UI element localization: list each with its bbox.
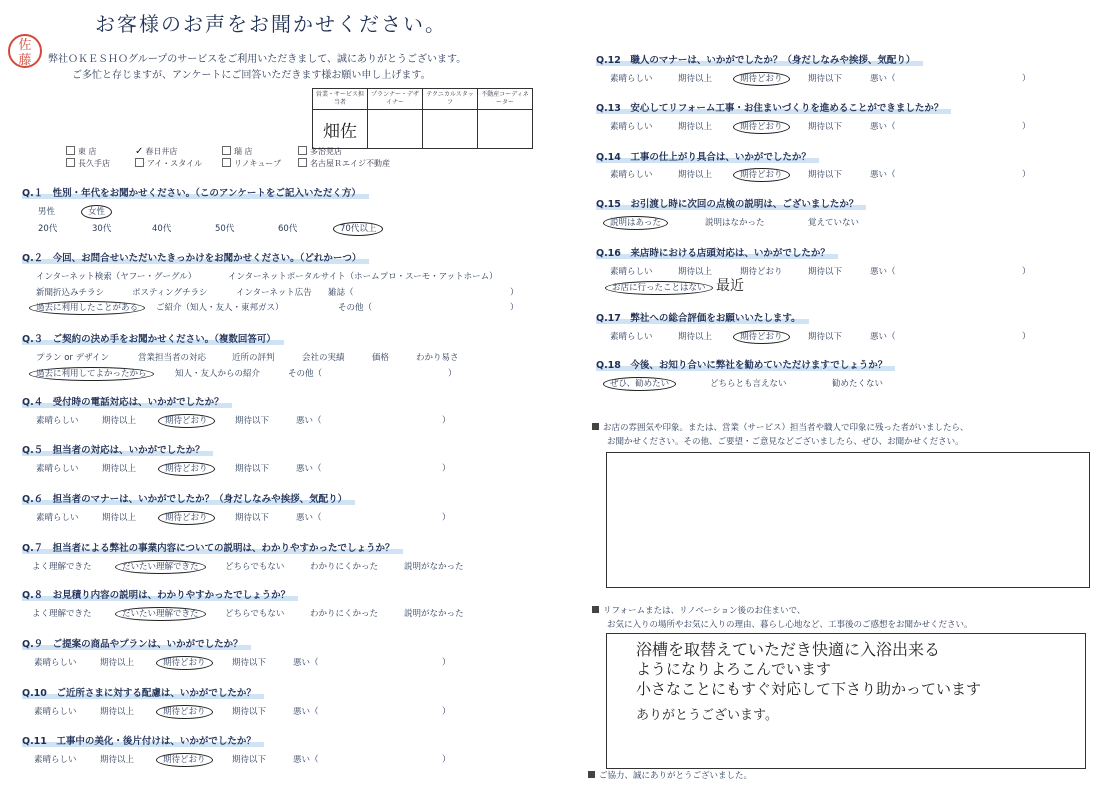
q1-age-20[interactable]: 20代 xyxy=(38,224,58,234)
q3-title: Q.３ ご契約の決め手をお聞かせください。（複数回答可） xyxy=(22,331,284,345)
staff-header-realestate: 不動産コーディネーター xyxy=(478,89,533,110)
store-renocube[interactable]: リノキューブ xyxy=(222,158,281,169)
q16-excellent[interactable]: 素晴らしい xyxy=(610,267,653,277)
q11-above[interactable]: 期待以上 xyxy=(100,755,135,765)
store-mizuho[interactable]: 瑞 店 xyxy=(222,146,253,157)
q15-dont-remember[interactable]: 覚えていない xyxy=(808,218,860,228)
q16-title: Q.16 来店時における店頭対応は、いかがでしたか？ xyxy=(596,245,838,259)
q18-neither[interactable]: どちらとも言えない xyxy=(710,379,787,389)
q11-below[interactable]: 期待以下 xyxy=(232,755,267,765)
comment2-heading-line2: お気に入りの場所やお気に入りの理由、暮らし心地など、工事後のご感想をお聞かせください。 xyxy=(607,620,973,630)
comment1-textarea[interactable] xyxy=(606,452,1090,588)
q10-excellent[interactable]: 素晴らしい xyxy=(34,707,77,717)
q13-bad-close: ） xyxy=(1022,122,1031,132)
q7-neither[interactable]: どちらでもない xyxy=(225,562,285,572)
q12-excellent[interactable]: 素晴らしい xyxy=(610,74,653,84)
q17-title: Q.17 弊社への総合評価をお願いいたします。 xyxy=(596,310,809,324)
checkbox-icon xyxy=(222,146,231,155)
q13-title: Q.13 安心してリフォーム工事・お住まいづくりを進めることができましたか？ xyxy=(596,100,951,114)
q10-below[interactable]: 期待以下 xyxy=(232,707,267,717)
staff-value-sales[interactable]: 畑佐 xyxy=(313,110,368,149)
name-seal-stamp: 佐 藤 xyxy=(8,34,42,68)
q3-other-close: ） xyxy=(448,369,457,379)
q14-below[interactable]: 期待以下 xyxy=(808,170,843,180)
q2-magazine-close: ） xyxy=(510,288,519,298)
q13-bad[interactable]: 悪い（ xyxy=(870,122,896,132)
q17-bad-close: ） xyxy=(1022,332,1031,342)
staff-header-planner: プランナー・デザイナー xyxy=(368,89,423,110)
q13-excellent[interactable]: 素晴らしい xyxy=(610,122,653,132)
checkmark-icon: ✓ xyxy=(135,146,144,157)
q12-below[interactable]: 期待以下 xyxy=(808,74,843,84)
q3-reputation[interactable]: 近所の評判 xyxy=(232,353,275,363)
q14-excellent[interactable]: 素晴らしい xyxy=(610,170,653,180)
q5-title: Q.５ 担当者の対応は、いかがでしたか？ xyxy=(22,442,213,456)
q3-used-before-good[interactable]: 過去に利用してよかったから xyxy=(36,367,147,379)
q9-excellent[interactable]: 素晴らしい xyxy=(34,658,77,668)
q4-as-expected[interactable]: 期待どおり xyxy=(165,414,208,426)
q10-above[interactable]: 期待以上 xyxy=(100,707,135,717)
q16-below[interactable]: 期待以下 xyxy=(808,267,843,277)
q2-internet-ad[interactable]: インターネット広告 xyxy=(236,288,312,298)
q1-female[interactable]: 女性 xyxy=(88,205,105,217)
q3-clarity[interactable]: わかり易さ xyxy=(416,353,459,363)
q14-title: Q.14 工事の仕上がり具合は、いかがでしたか？ xyxy=(596,149,819,163)
q11-excellent[interactable]: 素晴らしい xyxy=(34,755,77,765)
q8-no-explanation[interactable]: 説明がなかった xyxy=(404,609,464,619)
q14-bad-close: ） xyxy=(1022,170,1031,180)
checkbox-icon xyxy=(222,158,231,167)
q18-recommend[interactable]: ぜひ、勧めたい xyxy=(610,377,669,389)
q16-handwritten-note: 最近 xyxy=(716,278,744,294)
q4-bad[interactable]: 悪い（ xyxy=(296,416,322,426)
q5-as-expected[interactable]: 期待どおり xyxy=(165,462,208,474)
q14-as-expected[interactable]: 期待どおり xyxy=(740,168,783,180)
q5-excellent[interactable]: 素晴らしい xyxy=(36,464,79,474)
q13-below[interactable]: 期待以下 xyxy=(808,122,843,132)
checkbox-icon xyxy=(66,146,75,155)
page-title: お客様のお声をお聞かせください。 xyxy=(95,12,447,36)
staff-header-sales: 営業・サービス担当者 xyxy=(313,89,368,110)
q16-never-visited[interactable]: お店に行ったことはない xyxy=(612,281,706,293)
q9-as-expected[interactable]: 期待どおり xyxy=(163,656,206,668)
q12-bad-close: ） xyxy=(1022,74,1031,84)
q16-bad-close: ） xyxy=(1022,267,1031,277)
q7-mostly-understood[interactable]: だいたい理解できた xyxy=(122,560,199,572)
q11-as-expected[interactable]: 期待どおり xyxy=(163,753,206,765)
square-bullet-icon xyxy=(588,771,595,778)
intro-line-1: 弊社ＯＫＥＳＨＯグループのサービスをご利用いただきまして、誠にありがとうございます。 xyxy=(48,54,467,65)
thanks-footer: ご協力、誠にありがとうございました。 xyxy=(588,769,752,781)
store-east[interactable]: 東 店 xyxy=(66,146,97,157)
q10-title: Q.10 ご近所さまに対する配慮は、いかがでしたか？ xyxy=(22,685,264,699)
q6-above[interactable]: 期待以上 xyxy=(102,513,137,523)
q4-above[interactable]: 期待以上 xyxy=(102,416,137,426)
q16-bad[interactable]: 悪い（ xyxy=(870,267,896,277)
checkbox-icon xyxy=(135,158,144,167)
store-nagakute[interactable]: 長久手店 xyxy=(66,158,110,169)
staff-header-technical: テクニカルスタッフ xyxy=(423,89,478,110)
q17-bad[interactable]: 悪い（ xyxy=(870,332,896,342)
q15-not-explained[interactable]: 説明はなかった xyxy=(705,218,765,228)
q5-bad-close: ） xyxy=(442,464,451,474)
store-istyle[interactable]: アイ・スタイル xyxy=(135,158,202,169)
q8-understood-well[interactable]: よく理解できた xyxy=(32,609,92,619)
q12-above[interactable]: 期待以上 xyxy=(678,74,713,84)
q6-below[interactable]: 期待以下 xyxy=(235,513,270,523)
q1-title: Q.１ 性別・年代をお聞かせください。（このアンケートをご記入いただく方） xyxy=(22,185,369,199)
q2-portal-site[interactable]: インターネットポータルサイト（ホームプロ・スーモ・アットホーム） xyxy=(228,272,498,282)
comment2-heading-line1: リフォームまたは、リノベーション後のお住まいで、 xyxy=(592,604,805,616)
q2-other[interactable]: その他（ xyxy=(338,303,373,313)
q9-bad-close: ） xyxy=(442,658,451,668)
q13-as-expected[interactable]: 期待どおり xyxy=(740,120,783,132)
q8-mostly-understood[interactable]: だいたい理解できた xyxy=(122,607,199,619)
q9-below[interactable]: 期待以下 xyxy=(232,658,267,668)
store-kasugai[interactable]: ✓ 春日井店 xyxy=(135,146,178,157)
q15-explained[interactable]: 説明はあった xyxy=(610,216,661,228)
q2-referral[interactable]: ご紹介（知人・友人・東邦ガス） xyxy=(156,303,284,313)
checkbox-icon xyxy=(298,158,307,167)
q2-magazine[interactable]: 雑誌（ xyxy=(328,288,354,298)
q9-bad[interactable]: 悪い（ xyxy=(293,658,319,668)
staff-value-technical[interactable] xyxy=(423,110,478,149)
q14-bad[interactable]: 悪い（ xyxy=(870,170,896,180)
q8-neither[interactable]: どちらでもない xyxy=(225,609,285,619)
q17-excellent[interactable]: 素晴らしい xyxy=(610,332,653,342)
q18-title: Q.18 今後、お知り合いに弊社を勧めていただけますでしょうか？ xyxy=(596,357,895,371)
q4-below[interactable]: 期待以下 xyxy=(235,416,270,426)
q10-bad-close: ） xyxy=(442,707,451,717)
intro-line-2: ご多忙と存じますが、アンケートにご回答いただきます様お願い申し上げます。 xyxy=(72,70,431,81)
q1-male[interactable]: 男性 xyxy=(38,207,56,217)
q3-referral[interactable]: 知人・友人からの紹介 xyxy=(175,369,261,379)
q13-above[interactable]: 期待以上 xyxy=(678,122,713,132)
q1-age-40[interactable]: 40代 xyxy=(152,224,172,234)
q17-as-expected[interactable]: 期待どおり xyxy=(740,330,783,342)
q6-title: Q.６ 担当者のマナーは、いかがでしたか？（身だしなみや挨拶、気配り） xyxy=(22,491,355,505)
q1-age-50[interactable]: 50代 xyxy=(215,224,235,234)
q6-excellent[interactable]: 素晴らしい xyxy=(36,513,79,523)
q3-track-record[interactable]: 会社の実績 xyxy=(302,353,345,363)
q5-above[interactable]: 期待以上 xyxy=(102,464,137,474)
q14-above[interactable]: 期待以上 xyxy=(678,170,713,180)
staff-table xyxy=(312,88,533,149)
store-nagoya-rage[interactable]: 名古屋Ｒエイジ不動産 xyxy=(298,158,390,169)
q17-above[interactable]: 期待以上 xyxy=(678,332,713,342)
q11-title: Q.11 工事中の美化・後片付けは、いかがでしたか？ xyxy=(22,733,264,747)
store-tajimi[interactable]: 多治見店 xyxy=(298,146,342,157)
comment2-handwriting-line1: 浴槽を取替えていただき快適に入浴出来る xyxy=(636,640,941,659)
square-bullet-icon xyxy=(592,423,599,430)
q9-title: Q.９ ご提案の商品やプランは、いかがでしたか？ xyxy=(22,636,251,650)
comment2-handwriting-line2: ようになりよろこんでいます xyxy=(636,660,832,678)
q11-bad-close: ） xyxy=(442,755,451,765)
q6-bad-close: ） xyxy=(442,513,451,523)
q3-sales-response[interactable]: 営業担当者の対応 xyxy=(138,353,207,363)
q8-hard-to-understand[interactable]: わかりにくかった xyxy=(310,609,379,619)
q1-age-30[interactable]: 30代 xyxy=(92,224,112,234)
q2-posting-flyer[interactable]: ポスティングチラシ xyxy=(132,288,208,298)
q3-price[interactable]: 価格 xyxy=(372,353,390,363)
comment2-handwriting-line3: 小さなことにもすぐ対応して下さり助かっています xyxy=(636,680,982,698)
comment1-heading-line1: お店の雰囲気や印象。または、営業（サービス）担当者や職人で印象に残った者がいましたら、 xyxy=(592,421,969,433)
q5-bad[interactable]: 悪い（ xyxy=(296,464,322,474)
q2-internet-search[interactable]: インターネット検索（ヤフー・グーグル） xyxy=(36,272,197,282)
q2-used-before[interactable]: 過去に利用したことがある xyxy=(36,301,138,313)
q3-plan-design[interactable]: プラン or デザイン xyxy=(36,353,110,363)
q18-not-recommend[interactable]: 勧めたくない xyxy=(832,379,884,389)
q16-above[interactable]: 期待以上 xyxy=(678,267,713,277)
q9-above[interactable]: 期待以上 xyxy=(100,658,135,668)
q5-below[interactable]: 期待以下 xyxy=(235,464,270,474)
q7-title: Q.７ 担当者による弊社の事業内容についての説明は、わかりやすかったでしょうか？ xyxy=(22,540,403,554)
q6-as-expected[interactable]: 期待どおり xyxy=(165,511,208,523)
q7-hard-to-understand[interactable]: わかりにくかった xyxy=(310,562,379,572)
q12-title: Q.12 職人のマナーは、いかがでしたか？（身だしなみや挨拶、気配り） xyxy=(596,52,923,66)
q2-newspaper-flyer[interactable]: 新聞折込みチラシ xyxy=(36,288,105,298)
staff-value-realestate[interactable] xyxy=(478,110,533,149)
q15-title: Q.15 お引渡し時に次回の点検の説明は、ございましたか？ xyxy=(596,196,866,210)
comment1-heading-line2: お聞かせください。その他、ご要望・ご意見などございましたら、ぜひ、お聞かせください。 xyxy=(607,437,964,447)
q7-no-explanation[interactable]: 説明がなかった xyxy=(404,562,464,572)
q1-age-70plus[interactable]: 70代以上 xyxy=(340,222,376,234)
q17-below[interactable]: 期待以下 xyxy=(808,332,843,342)
q2-other-close: ） xyxy=(510,303,519,313)
comment2-handwriting-line4: ありがとうございます。 xyxy=(636,708,778,723)
q11-bad[interactable]: 悪い（ xyxy=(293,755,319,765)
q16-as-expected[interactable]: 期待どおり xyxy=(740,267,783,277)
checkbox-icon xyxy=(298,146,307,155)
q10-bad[interactable]: 悪い（ xyxy=(293,707,319,717)
staff-value-planner[interactable] xyxy=(368,110,423,149)
q3-other[interactable]: その他（ xyxy=(288,369,323,379)
q4-excellent[interactable]: 素晴らしい xyxy=(36,416,79,426)
q10-as-expected[interactable]: 期待どおり xyxy=(163,705,206,717)
q6-bad[interactable]: 悪い（ xyxy=(296,513,322,523)
q1-age-60[interactable]: 60代 xyxy=(278,224,298,234)
q12-as-expected[interactable]: 期待どおり xyxy=(740,72,783,84)
checkbox-icon xyxy=(66,158,75,167)
q2-title: Q.２ 今回、お問合せいただいたきっかけをお聞かせください。（どれかーつ） xyxy=(22,250,369,264)
q8-title: Q.８ お見積り内容の説明は、わかりやすかったでしょうか？ xyxy=(22,587,298,601)
q7-understood-well[interactable]: よく理解できた xyxy=(32,562,92,572)
q4-bad-close: ） xyxy=(442,416,451,426)
square-bullet-icon xyxy=(592,606,599,613)
q12-bad[interactable]: 悪い（ xyxy=(870,74,896,84)
q4-title: Q.４ 受付時の電話対応は、いかがでしたか？ xyxy=(22,394,232,408)
